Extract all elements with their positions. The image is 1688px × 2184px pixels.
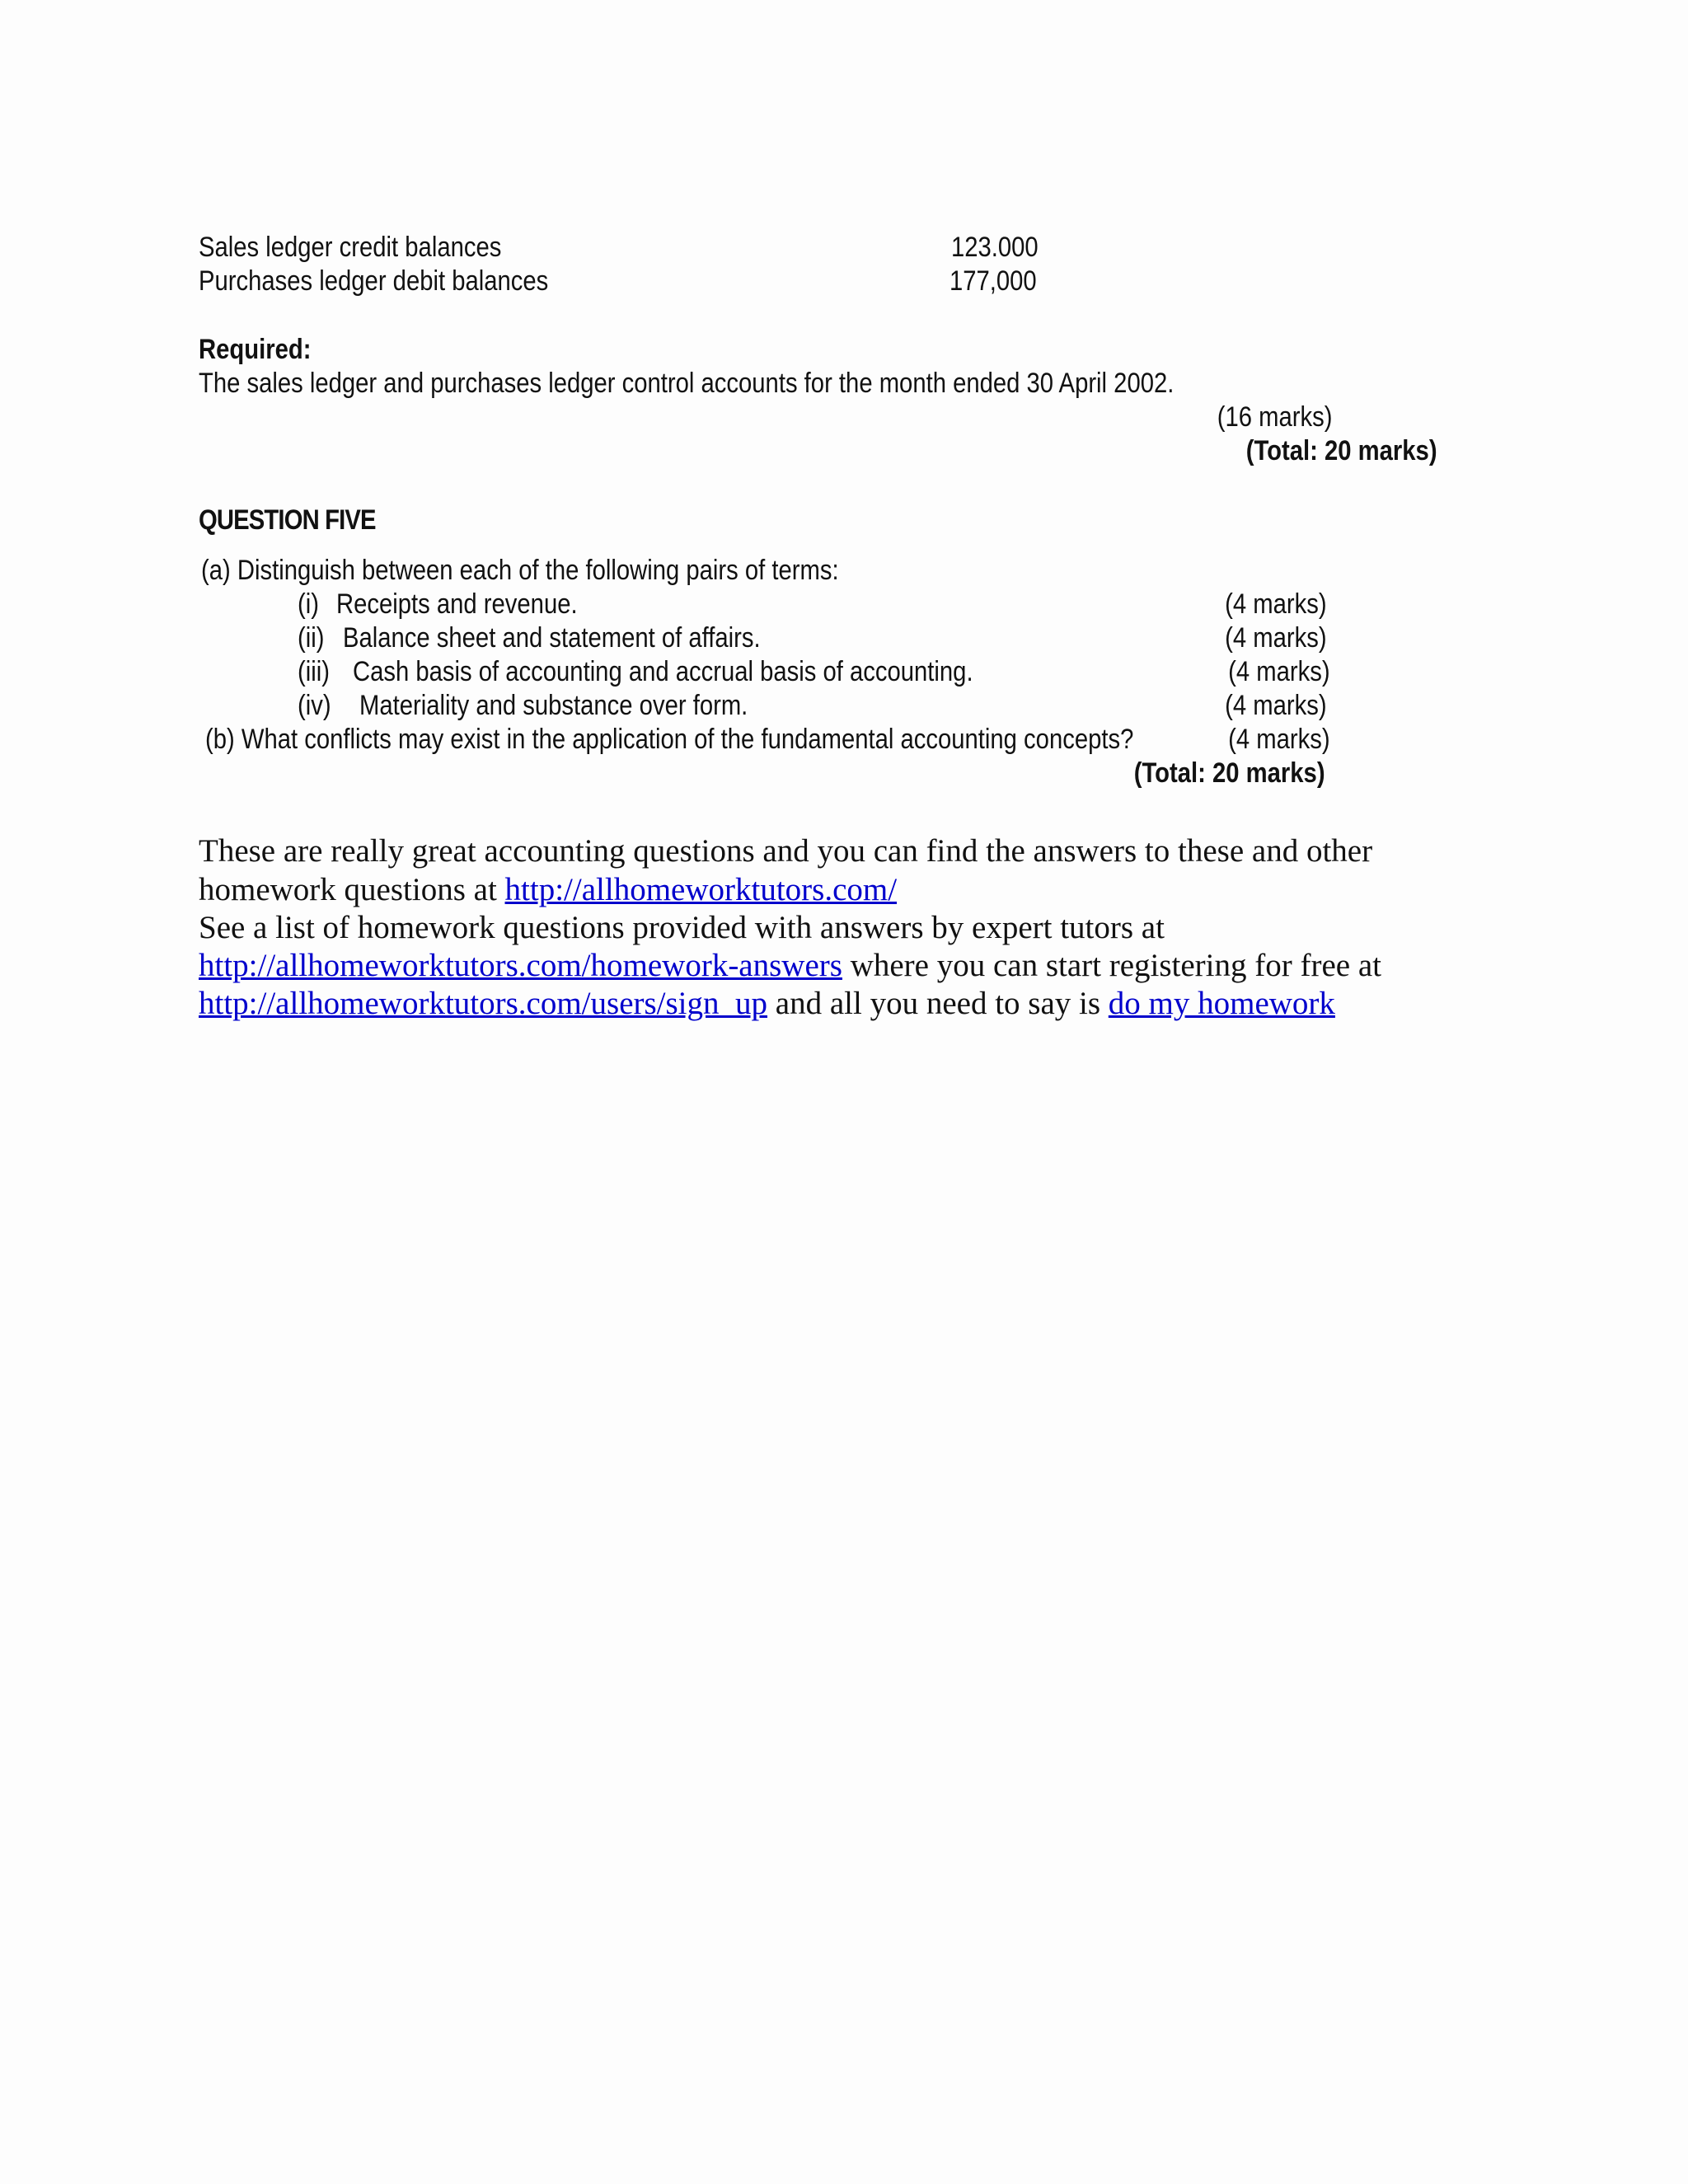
item-ii-text: Balance sheet and statement of affairs. [343, 622, 761, 654]
required-total: (Total: 20 marks) [1246, 435, 1437, 466]
item-iv-marks: (4 marks) [1225, 690, 1327, 721]
item-ii-number: (ii) [298, 622, 325, 654]
question-five-part-b: (b) What conflicts may exist in the application of the fundamental accounting concepts? [205, 724, 1134, 755]
item-iii-text: Cash basis of accounting and accrual basis of accounting. [353, 656, 973, 687]
question-five-part-a: (a) Distinguish between each of the following pairs of terms: [201, 555, 839, 586]
sales-ledger-credit-label: Sales ledger credit balances [199, 232, 502, 263]
sign-up-link[interactable]: http://allhomeworktutors.com/users/sign_up [199, 986, 768, 1021]
required-heading: Required: [199, 334, 312, 365]
item-i-number: (i) [298, 588, 319, 620]
part-b-marks: (4 marks) [1228, 724, 1330, 755]
footer-line-2 [199, 871, 897, 908]
homework-tutors-link[interactable]: http://allhomeworktutors.com/ [504, 872, 898, 907]
item-iv-text: Materiality and substance over form. [359, 690, 748, 721]
item-i-text: Receipts and revenue. [336, 588, 578, 620]
sales-ledger-credit-value: 123.000 [951, 232, 1039, 263]
item-iii-number: (iii) [298, 656, 330, 687]
item-ii-marks: (4 marks) [1225, 622, 1327, 654]
footer-line-1: These are really great accounting questions and you can find the answers to these and other [199, 833, 1373, 869]
item-iii-marks: (4 marks) [1228, 656, 1330, 687]
purchases-ledger-debit-value: 177,000 [950, 265, 1037, 297]
footer-line-3: See a list of homework questions provided with answers by expert tutors at [199, 910, 1165, 945]
question-five-total: (Total: 20 marks) [1134, 757, 1325, 789]
item-iv-number: (iv) [298, 690, 331, 721]
homework-answers-link[interactable]: http://allhomeworktutors.com/homework-answers [199, 948, 842, 983]
footer-line-5-text: and all you need to say is [767, 986, 1109, 1021]
footer-line-4-text: where you can start registering for free at [842, 948, 1381, 983]
footer-line-4 [199, 947, 1381, 984]
do-my-homework-link[interactable]: do my homework [1108, 986, 1335, 1021]
required-marks: (16 marks) [1217, 401, 1332, 433]
item-i-marks: (4 marks) [1225, 588, 1327, 620]
footer-line-5 [199, 985, 1335, 1022]
required-text: The sales ledger and purchases ledger control accounts for the month ended 30 April 2002. [199, 368, 1175, 399]
footer-line-2-text: homework questions at [199, 872, 505, 907]
purchases-ledger-debit-label: Purchases ledger debit balances [199, 265, 549, 297]
question-five-heading: QUESTION FIVE [199, 504, 376, 536]
